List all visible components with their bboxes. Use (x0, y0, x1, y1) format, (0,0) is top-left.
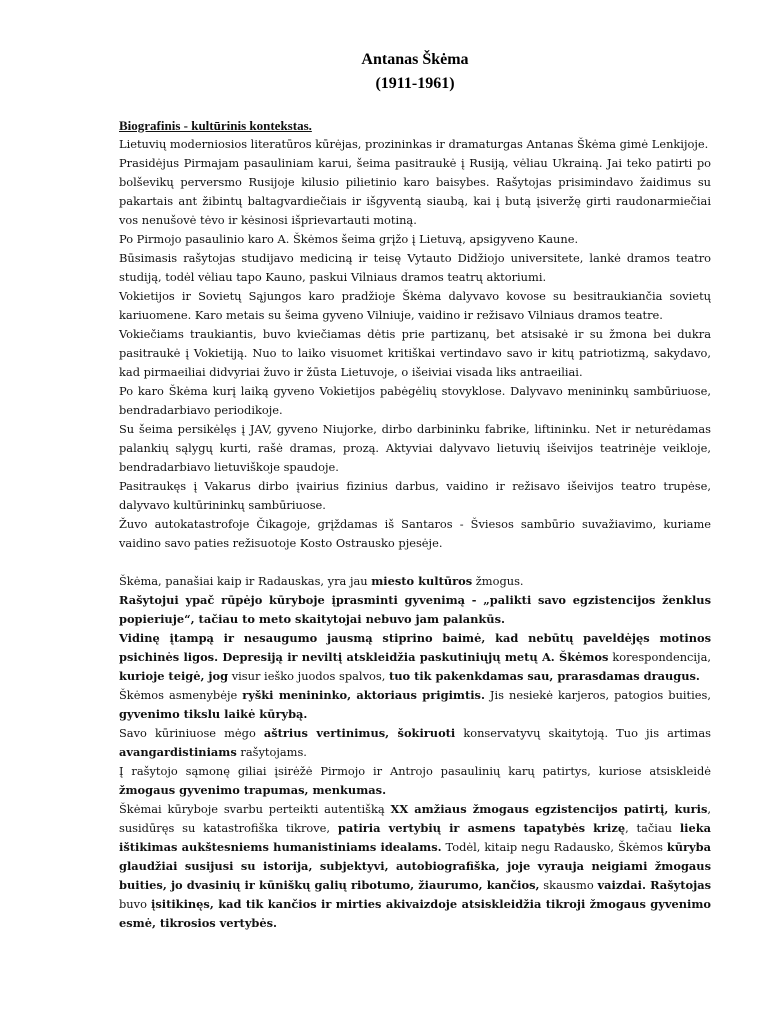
text-run: visur ieško juodos spalvos, (228, 669, 389, 683)
bold-run: ryški menininko, aktoriaus prigimtis. (242, 688, 485, 702)
text-run: žmogus. (472, 574, 524, 588)
analysis-paragraph (119, 629, 711, 686)
bio-paragraph: Vokiečiams traukiantis, buvo kviečiamas dėtis prie partizanų, bet atsisakė ir su žmona bei dukra pasitraukė į Vokietiją. Nuo to laiko visuomet kritiškai vertindavo savo ir kitų patriotizmą, sakydavo, kad pirmaeiliai didvyriai žuvo ir žūsta Lietuvoje, o išeiviai visada liks antraeiliai. (119, 327, 711, 379)
bio-paragraph: Po karo Škėma kurį laiką gyveno Vokietijos pabėgėlių stovyklose. Dalyvavo menininkų sambūriuose, bendradarbiavo periodikoje. (119, 384, 711, 417)
analysis-paragraph (119, 724, 711, 762)
text-run: Škėmos asmenybėje (119, 688, 243, 702)
bold-run: aštrius vertinimus, šokiruoti (263, 726, 456, 740)
bio-paragraph: Su šeima persikėlęs į JAV, gyveno Niujorke, dirbo darbininku fabrike, liftininku. Net ir neturėdamas palankių sąlygų kurti, rašė dramas, prozą. Aktyviai dalyvavo lietuvių išeivijos teatrinėje veikloje, bendradarbiavo lietuviškoje spaudoje. (119, 422, 711, 474)
analysis-paragraph (119, 572, 711, 591)
bio-paragraph: Lietuvių moderniosios literatūros kūrėjas, prozininkas ir dramaturgas Antanas Škėma gimė Lenkijoje. (119, 137, 709, 151)
bio-paragraph: Pasitraukęs į Vakarus dirbo įvairius fizinius darbus, vaidino ir režisavo išeivijos teatro trupėse, dalyvavo kultūrininkų sambūriuose. (119, 479, 711, 512)
text-run: korespondencija, (608, 650, 711, 664)
bold-run: patiria vertybių ir asmens tapatybės krizę (337, 821, 626, 835)
bio-paragraph: Žuvo autokatastrofoje Čikagoje, grįždamas iš Santaros - Šviesos sambūrio suvažiavimo, kuriame vaidino savo paties režisuotoje Kosto Ostrausko pjesėje. (119, 517, 711, 550)
analysis-paragraph (119, 800, 711, 933)
bold-run: XX amžiaus žmogaus egzistencijos patirtį, kuris (390, 802, 708, 816)
analysis-paragraph (119, 686, 711, 724)
bold-run: avangardistiniams (119, 745, 237, 759)
bold-run: lieka ištikimas aukštesniems humanistiniams idealams. (119, 821, 711, 854)
text-run: Škėma, panašiai kaip ir Radauskas, yra jau (119, 574, 372, 588)
text-run: rašytojams. (236, 745, 307, 759)
document-body (119, 116, 711, 933)
bold-run: kūryba glaudžiai susijusi su istorija, subjektyvi, autobiografiška, joje vyrauja neigiami žmogaus buities, jo dvasinių ir kūniškų galių ribotumo, žiaurumo, kančios, (119, 840, 711, 892)
bold-run: įsitikinęs, kad tik kančios ir mirties akivaizdoje atsiskleidžia tikroji žmogaus gyvenimo esmė, tikrosios vertybės. (119, 897, 712, 930)
text-run: , susidūręs su katastrofiška tikrove, (119, 802, 711, 835)
text-run: Į rašytojo sąmonę giliai įsirėžė Pirmojo ir Antrojo pasaulinių karų patirtys, kuriose atsiskleidė (119, 764, 711, 778)
paragraph-gap (119, 553, 711, 572)
bold-run: vaizdai. Rašytojas (597, 878, 711, 892)
bold-run: Vidinę įtampą ir nesaugumo jausmą stiprino baimė, kad nebūtų paveldėjęs motinos psichinės ligos. Depresiją ir neviltį atskleidžia paskutiniųjų metų A. Škėmos (119, 631, 711, 664)
section-heading: Biografinis - kultūrinis kontekstas. (119, 118, 312, 133)
text-run: buvo (119, 897, 152, 911)
document-years: (1911-1961) (375, 75, 455, 92)
bio-paragraph: Po Pirmojo pasaulinio karo A. Škėmos šeima grįžo į Lietuvą, apsigyveno Kaune. (119, 232, 579, 246)
text-run: konservatyvų skaitytoją. Tuo jis artimas (455, 726, 711, 740)
document-title: Antanas Škėma (361, 51, 469, 68)
text-run: Savo kūriniuose mėgo (119, 726, 264, 740)
bold-run: Rašytojui ypač rūpėjo kūryboje įprasminti gyvenimą - „palikti savo egzistencijos ženklus popieriuje“, tačiau to meto skaitytojai nebuvo jam palankūs. (119, 593, 711, 626)
bold-run: miesto kultūros (371, 574, 473, 588)
text-run: Jis nesiekė karjeros, patogios buities, (484, 688, 711, 702)
text-run: Škėmai kūryboje svarbu perteikti autentišką (119, 802, 391, 816)
bio-paragraph: Prasidėjus Pirmajam pasauliniam karui, šeima pasitraukė į Rusiją, vėliau Ukrainą. Jai teko patirti po bolševikų perversmo Rusijoje kilusio pilietinio karo baisybes. Rašytojas prisimindavo žaidimus su pakartais ant žibintų baltagvardiečiais ir išgyventą siaubą, kai į butą įsiveržę girti raudonarmiečiai vos nenušovė tėvo ir kėsinosi išprievartauti motiną. (119, 156, 711, 227)
text-run: skausmo (539, 878, 598, 892)
bold-run: gyvenimo tikslu laikė kūrybą. (119, 707, 308, 721)
text-run: , tačiau (625, 821, 680, 835)
bio-paragraph: Vokietijos ir Sovietų Sąjungos karo pradžioje Škėma dalyvavo kovose su besitraukiančia sovietų kariuomene. Karo metais su šeima gyveno Vilniuje, vaidino ir režisavo Vilniaus dramos teatre. (119, 289, 711, 322)
bio-paragraph: Būsimasis rašytojas studijavo mediciną ir teisę Vytauto Didžiojo universitete, lankė dramos teatro studiją, todėl vėliau tapo Kauno, paskui Vilniaus dramos teatrų aktoriumi. (119, 251, 711, 284)
analysis-paragraph (119, 591, 711, 629)
bold-run: žmogaus gyvenimo trapumas, menkumas. (119, 783, 387, 797)
analysis-paragraph (119, 762, 711, 800)
bold-run: tuo tik pakenkdamas sau, prarasdamas draugus. (388, 669, 700, 683)
bold-run: kurioje teigė, jog (119, 669, 229, 683)
text-run: Todėl, kitaip negu Radausko, Škėmos (441, 840, 667, 854)
